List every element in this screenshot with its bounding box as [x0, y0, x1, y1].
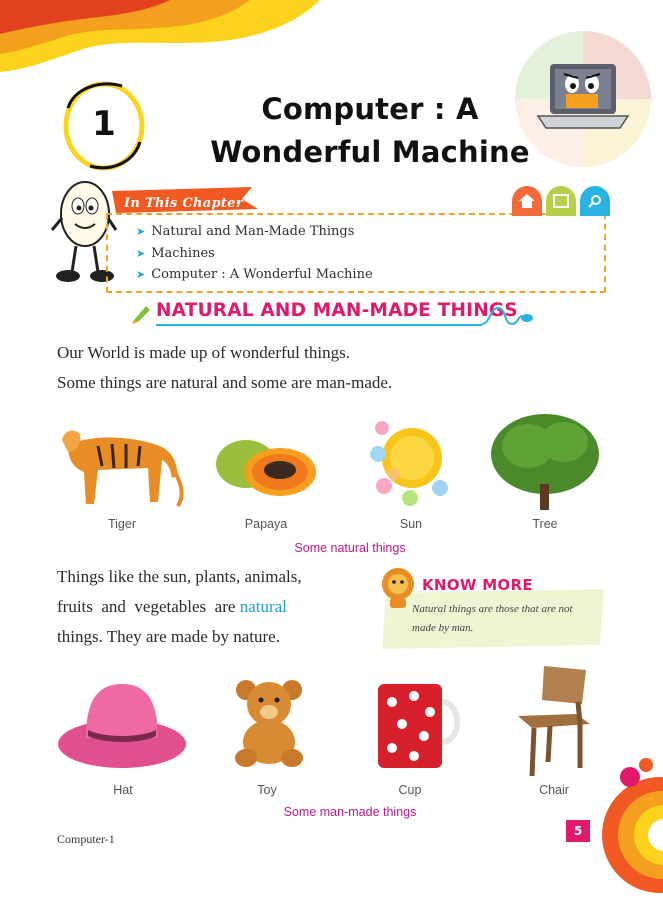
item-label-sun: Sun — [399, 517, 423, 531]
home-tab[interactable] — [512, 186, 542, 216]
natural-things-caption: Some natural things — [294, 541, 406, 555]
item-label-toy: Toy — [257, 783, 277, 797]
teddy-bear-image — [228, 676, 310, 768]
item-label-tree: Tree — [532, 517, 558, 531]
arrow-bullet-icon: ➤ — [136, 247, 146, 260]
chapter-topic[interactable]: ➤ Natural and Man-Made Things — [136, 224, 355, 239]
paragraph-line: Things like the sun, plants, animals, — [57, 567, 302, 586]
chair-image — [514, 664, 594, 778]
search-tab[interactable] — [580, 186, 610, 216]
book-footer-label: Computer-1 — [57, 832, 115, 846]
grid-tab[interactable] — [546, 186, 576, 216]
item-label-cup: Cup — [398, 783, 422, 797]
search-icon — [587, 194, 603, 208]
item-label-chair: Chair — [539, 783, 569, 797]
tiger-image — [58, 416, 186, 510]
intro-text: Our World is made up of wonderful things. — [57, 343, 350, 362]
item-label-hat: Hat — [113, 783, 133, 797]
top-wave-decoration — [0, 0, 340, 80]
arrow-bullet-icon: ➤ — [136, 268, 146, 281]
paragraph-line: things. They are made by nature. — [57, 627, 280, 646]
intro-text: Some things are natural and some are man-made. — [57, 373, 393, 392]
chapter-title-line1: Computer : A — [261, 92, 479, 126]
home-icon — [519, 194, 535, 208]
grid-icon — [553, 194, 569, 208]
heading-underline — [156, 324, 482, 326]
laptop-mascot-illustration — [508, 24, 658, 174]
item-label-tiger: Tiger — [107, 517, 136, 531]
manmade-things-caption: Some man-made things — [283, 805, 417, 819]
chapter-title-line2: Wonderful Machine — [210, 135, 530, 169]
in-this-chapter-label: In This Chapter — [124, 196, 243, 211]
flower-corner-decoration — [600, 755, 663, 900]
chapter-number: 1 — [92, 104, 116, 144]
arrow-bullet-icon: ➤ — [136, 225, 146, 238]
papaya-image — [212, 430, 320, 504]
paragraph-line: fruits and vegetables are natural — [57, 597, 287, 616]
chapter-topic[interactable]: ➤ Machines — [136, 246, 215, 261]
chapter-topic[interactable]: ➤ Computer : A Wonderful Machine — [136, 267, 373, 282]
tree-image — [488, 412, 602, 510]
page-number: 5 — [566, 820, 590, 842]
mouse-cable-icon — [482, 304, 534, 330]
know-more-text: Natural things are those that are not made by man. — [412, 603, 573, 634]
cup-image — [374, 678, 468, 774]
item-label-papaya: Papaya — [244, 517, 288, 531]
highlight-natural: natural — [239, 597, 287, 616]
know-more-title: KNOW MORE — [422, 576, 533, 594]
section-heading: NATURAL AND MAN-MADE THINGS — [156, 300, 518, 321]
sun-image — [364, 414, 454, 510]
hat-image — [54, 674, 190, 772]
pencil-icon — [130, 302, 154, 324]
